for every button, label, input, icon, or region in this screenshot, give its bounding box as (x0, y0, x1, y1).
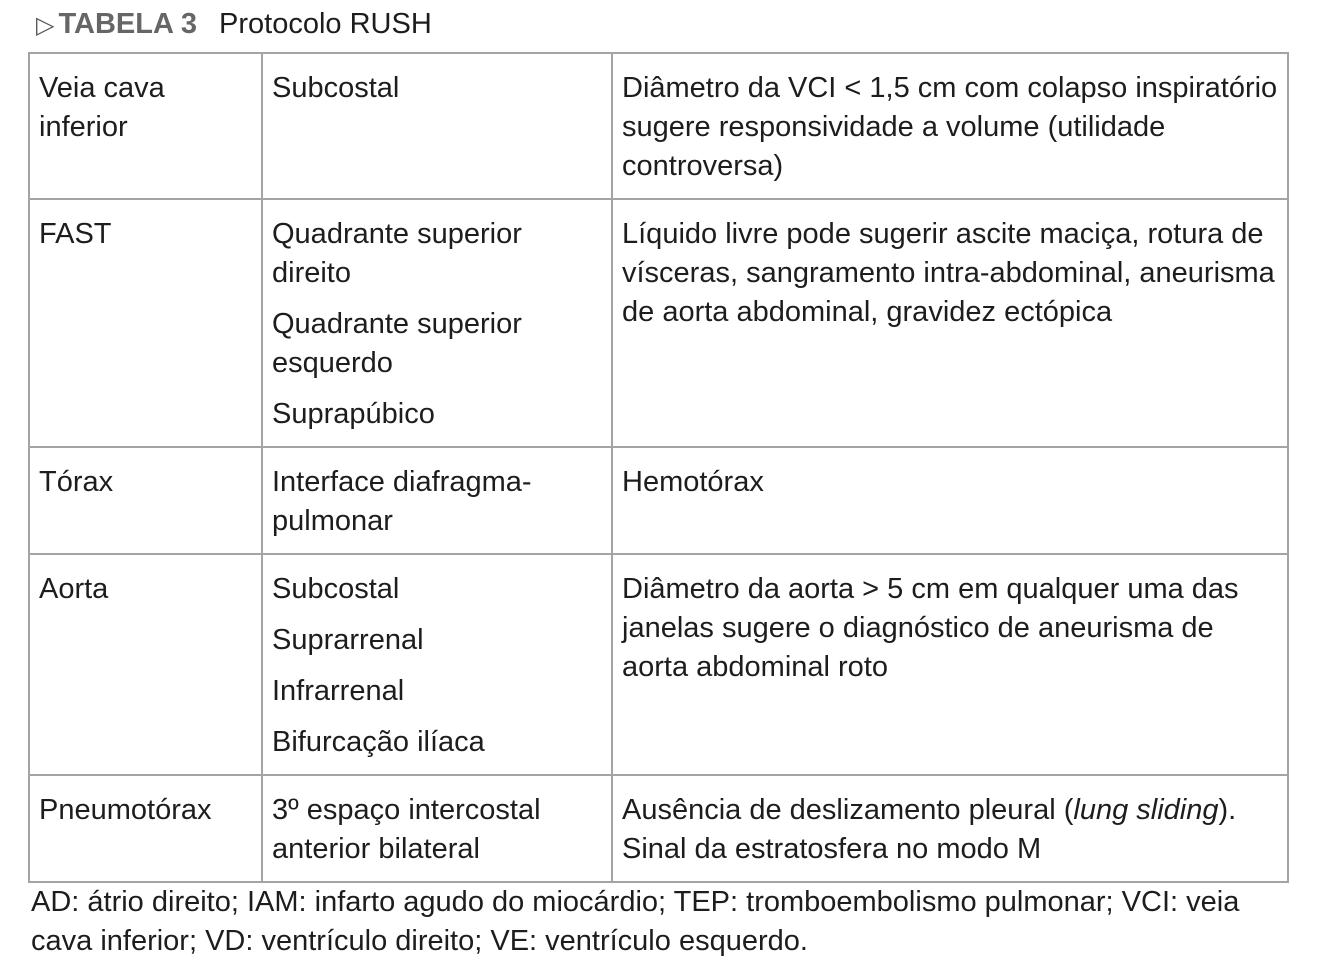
finding-text: Líquido livre pode sugerir ascite maciça, rotura de vísceras, sangramento intra-abdominal, aneurisma de aorta abdominal, gravidez ectópica (622, 218, 1275, 328)
window-item: 3º espaço intercostal anterior bilateral (272, 794, 541, 865)
window-item: Suprarrenal (272, 624, 424, 656)
finding-text-start: Ausência de deslizamento pleural ( (622, 794, 1074, 826)
finding-text: Hemotórax (622, 466, 764, 498)
region-cell: Veia cava inferior (29, 53, 262, 199)
window-cell (262, 447, 612, 554)
table-title (36, 4, 432, 46)
table-row (29, 199, 1288, 447)
finding-text-italic: lung sliding (1073, 794, 1219, 826)
region-cell: Tórax (29, 447, 262, 554)
triangle-icon: ▷ (36, 12, 55, 39)
finding-cell (612, 199, 1288, 447)
finding-cell (612, 554, 1288, 775)
finding-text: Diâmetro da aorta > 5 cm em qualquer uma das janelas sugere o diagnóstico de aneurisma de aorta abdominal roto (622, 573, 1239, 683)
finding-text: Diâmetro da VCI < 1,5 cm com colapso inspiratório sugere responsividade a volume (utilidade controversa) (622, 72, 1278, 182)
window-item: Subcostal (272, 573, 400, 605)
region-cell: Aorta (29, 554, 262, 775)
table-row (29, 554, 1288, 775)
finding-text-line2: Sinal da estratosfera no modo M (622, 833, 1042, 865)
window-item: Suprapúbico (272, 398, 435, 430)
region-cell: Pneumotórax (29, 775, 262, 882)
table-row (29, 775, 1288, 882)
finding-text (622, 791, 1279, 830)
window-cell (262, 775, 612, 882)
table-row (29, 53, 1288, 199)
footnote: AD: átrio direito; IAM: infarto agudo do miocárdio; TEP: tromboembolismo pulmonar; VCI: veia cava inferior; VD: ventrículo direito; VE: ventrículo esquerdo. (31, 886, 1240, 957)
table-name: Protocolo RUSH (219, 8, 432, 40)
region-cell: FAST (29, 199, 262, 447)
finding-cell (612, 775, 1288, 882)
table-row (29, 447, 1288, 554)
window-item: Interface diafragma-pulmonar (272, 466, 532, 537)
window-cell (262, 554, 612, 775)
finding-cell (612, 53, 1288, 199)
finding-cell (612, 447, 1288, 554)
window-item: Quadrante superior direito (272, 218, 522, 289)
window-item: Bifurcação ilíaca (272, 726, 485, 758)
finding-text-end: ). (1218, 794, 1237, 826)
window-cell (262, 199, 612, 447)
table-label: TABELA 3 (58, 8, 198, 40)
rush-protocol-table (28, 52, 1289, 883)
window-item: Quadrante superior esquerdo (272, 308, 522, 379)
window-item: Subcostal (272, 72, 400, 104)
window-item: Infrarrenal (272, 675, 405, 707)
window-cell (262, 53, 612, 199)
